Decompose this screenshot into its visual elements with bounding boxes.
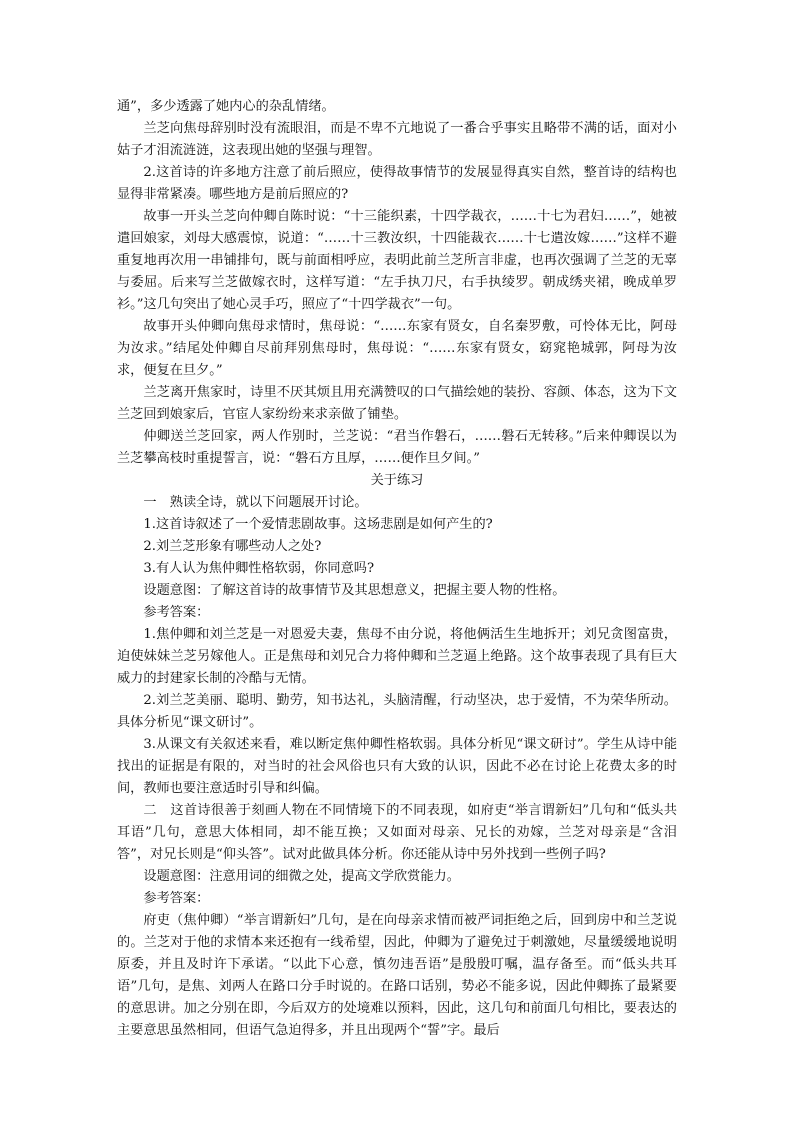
exercise-one-question-3: 3.有人认为焦仲卿性格软弱，你同意吗?: [143, 561, 375, 576]
exercise-two-answer: 府吏（焦仲卿）“举言谓新妇”几句，是在向母亲求情而被严词拒绝之后，回到房中和兰芝说的。兰芝对于他的求情本来还抱有一线希望，因此，仲卿为了避免过于刺激她，尽量缓缓地说明原委，并且及时许下承诺。“以此下心意，慎勿违吾语”是殷殷叮嘱，温存备至。而“低头共耳语”几句，是焦、刘两人在路口分手时说的。在路口话别，势必不能多说，因此仲卿拣了最紧要的意思讲。加之分别在即，今后双方的处境难以预料，因此，这几句和前面几句相比，要表达的主要意思虽然相同，但语气急迫得多，并且出现两个“誓”字。最后: [117, 913, 677, 1038]
exercise-one-question-1: 1.这首诗叙述了一个爱情悲剧故事。这场悲剧是如何产生的?: [143, 517, 493, 532]
paragraph-4: 故事一开头兰芝向仲卿自陈时说：“十三能织素，十四学裁衣，……十七为君妇……”，她被遣回娘家，刘母大感震惊，说道：“……十三教汝织，十四能裁衣……十七遣汝嫁……”这样不避重复地再次用一串铺排句，既与前面相呼应，表明此前兰芝所言非虚，也再次强调了兰芝的无辜与委屈。后来写兰芝做嫁衣时，这样写道：“左手执刀尺，右手执绫罗。朝成绣夹裙，晚成单罗衫。”这几句突出了她心灵手巧，照应了“十四学裁衣”一句。: [117, 209, 677, 312]
exercise-one-question-2: 2.刘兰芝形象有哪些动人之处?: [143, 539, 322, 554]
section-heading: 关于练习: [370, 473, 424, 488]
paragraph-1: 通”，多少透露了她内心的杂乱情绪。: [117, 99, 335, 114]
exercise-one-answer-3: 3.从课文有关叙述来看，难以断定焦仲卿性格软弱。具体分析见“课文研讨”。学生从诗中能找出的证据是有限的，对当时的社会风俗也只有大致的认识，因此不必在讨论上花费太多的时间，教师也要注意适时引导和纠偏。: [117, 737, 677, 796]
exercise-two-prompt: 二 这首诗很善于刻画人物在不同情境下的不同表现，如府吏“举言谓新妇”几句和“低头共耳语”几句，意思大体相同，却不能互换；又如面对母亲、兄长的劝嫁，兰芝对母亲是“含泪答”，对兄长则是“仰头答”。试对此做具体分析。你还能从诗中另外找到一些例子吗?: [117, 803, 677, 862]
exercise-one-answer-1: 1.焦仲卿和刘兰芝是一对恩爱夫妻，焦母不由分说，将他俩活生生地拆开；刘兄贪图富贵，迫使妹妹兰芝另嫁他人。正是焦母和刘兄合力将仲卿和兰芝逼上绝路。这个故事表现了具有巨大威力的封建家长制的冷酷与无情。: [117, 627, 677, 686]
paragraph-2: 兰芝向焦母辞别时没有流眼泪，而是不卑不亢地说了一番合乎事实且略带不满的话，面对小姑子才泪流涟涟，这表现出她的坚强与理智。: [117, 121, 677, 158]
paragraph-6: 兰芝离开焦家时，诗里不厌其烦且用充满赞叹的口气描绘她的装扮、容颜、体态，这为下文兰芝回到娘家后，官宦人家纷纷来求亲做了铺垫。: [117, 385, 677, 422]
exercise-one-answer-2: 2.刘兰芝美丽、聪明、勤劳，知书达礼，头脑清醒，行动坚决，忠于爱情，不为荣华所动。具体分析见“课文研讨”。: [117, 693, 677, 730]
document-page: [117, 96, 677, 1042]
exercise-one-answer-label: 参考答案：: [143, 605, 210, 620]
paragraph-5: 故事开头仲卿向焦母求情时，焦母说：“……东家有贤女，自名秦罗敷，可怜体无比，阿母为汝求。”结尾处仲卿自尽前拜别焦母时，焦母说：“……东家有贤女，窈窕艳城郭，阿母为汝求，便复在旦夕。”: [117, 319, 677, 378]
exercise-one-prompt: 一 熟读全诗，就以下问题展开讨论。: [143, 495, 368, 510]
exercise-two-intent: 设题意图：注意用词的细微之处，提高文学欣赏能力。: [143, 869, 460, 884]
paragraph-7: 仲卿送兰芝回家，两人作别时，兰芝说：“君当作磐石，……磐石无转移。”后来仲卿误以为兰芝攀高枝时重提誓言，说：“磐石方且厚，……便作旦夕间。”: [117, 429, 677, 466]
exercise-one-intent: 设题意图：了解这首诗的故事情节及其思想意义，把握主要人物的性格。: [143, 583, 566, 598]
paragraph-3: 2.这首诗的许多地方注意了前后照应，使得故事情节的发展显得真实自然，整首诗的结构也显得非常紧凑。哪些地方是前后照应的?: [117, 165, 677, 202]
exercise-two-answer-label: 参考答案：: [143, 891, 210, 906]
